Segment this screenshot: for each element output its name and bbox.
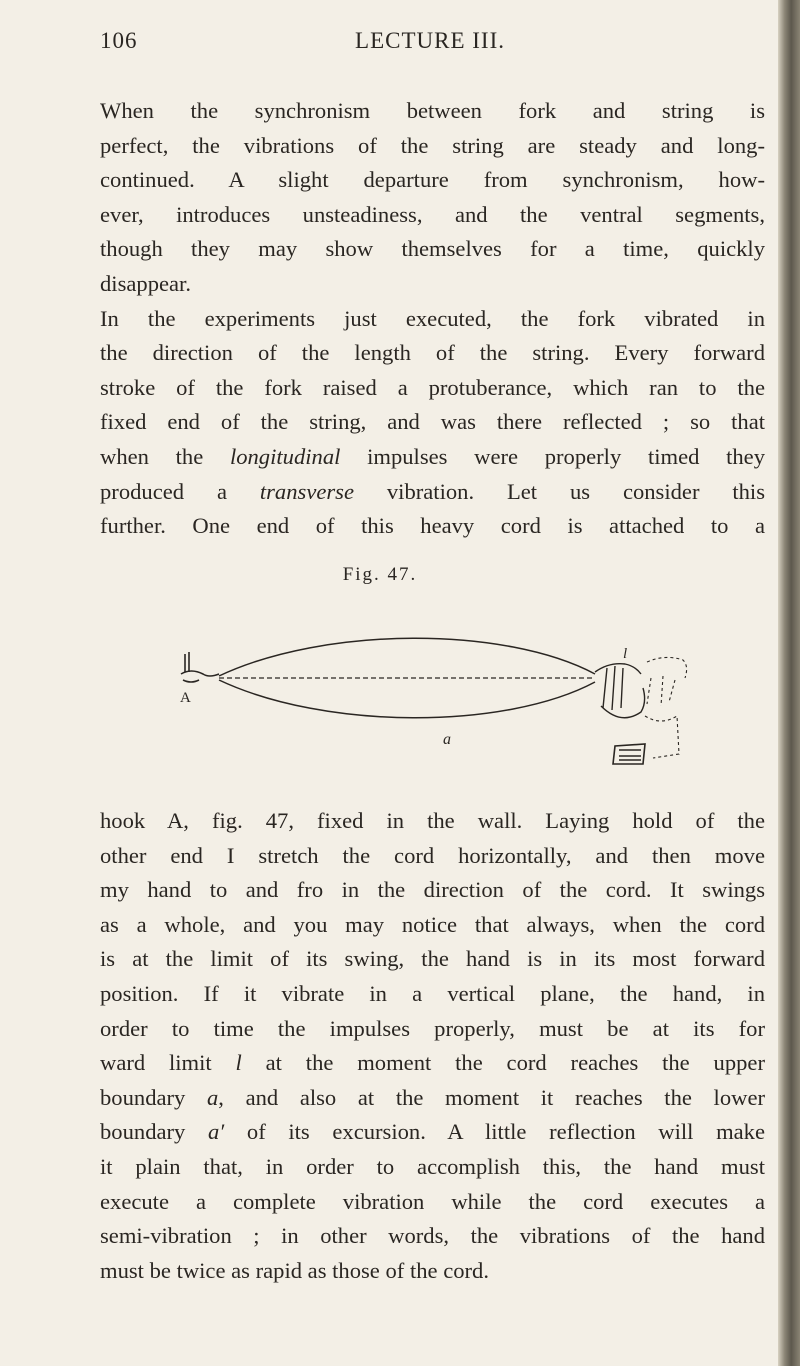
text-line: my hand to and fro in the direction of the cord. It swings	[100, 877, 765, 903]
running-title: LECTURE III.	[355, 28, 505, 53]
emphasis-a-prime: a′	[208, 1119, 225, 1145]
hand-icon	[595, 664, 645, 764]
cord-upper-boundary	[219, 638, 595, 676]
wall-hook-icon	[181, 652, 219, 682]
emphasis-l: l	[235, 1050, 242, 1076]
text-line: boundary a′ of its excursion. A little reflection will make	[100, 1119, 766, 1145]
text-line: ever, introduces unsteadiness, and the ventral segments,	[100, 201, 765, 227]
text-line: semi-vibration ; in other words, the vibrations of the hand	[100, 1223, 765, 1249]
page-header	[100, 28, 760, 60]
emphasis-transverse: transverse	[259, 478, 354, 504]
text-line: when the longitudinal impulses were properly timed they	[100, 443, 765, 469]
page-edge-shadow	[778, 0, 800, 1366]
cord-vibration-diagram	[175, 596, 735, 786]
text-line: perfect, the vibrations of the string are steady and long-	[100, 132, 765, 158]
text-line: is at the limit of its swing, the hand is in its most forward	[100, 946, 765, 972]
text-line: further. One end of this heavy cord is attached to a	[100, 513, 765, 539]
label-A: A	[180, 690, 191, 706]
text-line: order to time the impulses properly, must be at its for	[100, 1015, 765, 1041]
text-line: ward limit l at the moment the cord reaches the upper	[100, 1050, 765, 1076]
paragraph-3	[100, 804, 765, 1288]
emphasis-longitudinal: longitudinal	[229, 443, 341, 469]
figure-47	[175, 596, 735, 786]
text-line: When the synchronism between fork and string is	[100, 98, 765, 123]
text-line: hook A, fig. 47, fixed in the wall. Laying hold of the	[100, 808, 765, 833]
emphasis-a: a	[206, 1084, 219, 1110]
text-line: produced a transverse vibration. Let us consider this	[100, 478, 766, 504]
label-a: a	[443, 731, 451, 748]
text-line: stroke of the fork raised a protuberance, which ran to the	[100, 374, 765, 400]
text-line: it plain that, in order to accomplish this, the hand must	[100, 1153, 765, 1179]
figure-caption: Fig. 47.	[342, 564, 418, 585]
text-line: must be twice as rapid as those of the cord.	[100, 1257, 490, 1283]
text-line: disappear.	[100, 270, 191, 296]
text-line: position. If it vibrate in a vertical plane, the hand, in	[100, 980, 765, 1006]
text-line: In the experiments just executed, the fork vibrated in	[100, 305, 765, 331]
text-line: though they may show themselves for a time, quickly	[100, 236, 765, 262]
paragraph-1	[100, 94, 765, 544]
text-line: as a whole, and you may notice that always, when the cord	[100, 911, 765, 937]
text-line: fixed end of the string, and was there reflected ; so that	[100, 409, 765, 435]
text-line: the direction of the length of the string. Every forward	[100, 340, 765, 366]
cord-lower-boundary	[219, 680, 595, 718]
label-l: l	[623, 646, 628, 662]
text-line: execute a complete vibration while the cord executes a	[100, 1188, 765, 1214]
text-line: other end I stretch the cord horizontally, and then move	[100, 842, 765, 868]
hand-outline-dashed	[645, 657, 687, 758]
page-number: 106	[100, 28, 138, 53]
text-line: continued. A slight departure from synchronism, how-	[100, 167, 765, 193]
text-line: boundary a, and also at the moment it reaches the lower	[100, 1084, 765, 1110]
